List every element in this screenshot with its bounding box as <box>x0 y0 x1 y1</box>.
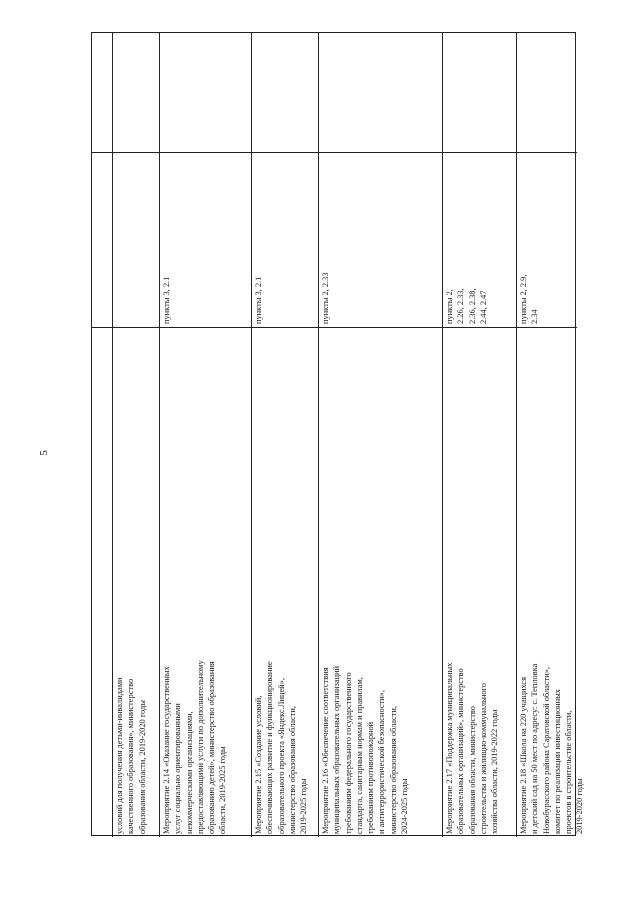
reference-points-cell: пункты 3, 2.1 <box>252 152 318 327</box>
measure-description-cell: Мероприятие 2.14 «Оказание государственных услуг социально ориентированными некоммерческими организациями, предоставляющими услуги по дополнительному образованию детей», министерство образования области, 2019-2025 годы <box>160 327 251 837</box>
reference-points-cell: пункты 2, 2.26, 2.33, 2.36, 2.38, 2.44, 2.47 <box>443 152 516 327</box>
page-number: 5 <box>38 450 50 456</box>
reference-points-cell: пункты 2, 2.33 <box>319 152 442 327</box>
empty-cell <box>517 33 577 152</box>
measure-description-cell: Мероприятие 2.16 «Обеспечение соответствия муниципальных образовательных организаций требованиям федерального государственного стандарта, санитарным нормам и правилам, требованиям противопожарной и антитеррористической безопасности», министерство образования области, 2024-2025 годы <box>319 327 442 837</box>
measure-description-cell <box>92 327 112 837</box>
empty-cell <box>92 33 112 152</box>
reference-points-cell <box>92 152 112 327</box>
table-row <box>160 33 252 837</box>
table-body <box>92 33 585 837</box>
empty-cell <box>443 33 516 152</box>
empty-cell <box>160 33 251 152</box>
table-row <box>319 33 443 837</box>
table-row <box>517 33 585 837</box>
measure-description-cell: условий для получения детьми-инвалидами качественного образования», министерство образования области, 2019-2020 годы <box>113 327 159 837</box>
table-row <box>252 33 319 837</box>
reference-points-cell <box>113 152 159 327</box>
empty-cell <box>319 33 442 152</box>
measure-description-cell: Мероприятие 2.17 «Поддержка муниципальных образовательных организаций», министерство образования области, министерство строительства и жилищно-коммунального хозяйства области, 2019-2022 годы <box>443 327 516 837</box>
measure-description-cell: Мероприятие 2.18 «Школа на 220 учащихся и детский сад на 50 мест по адресу: с. Тепловка Новобурасского района Саратовской области», комитет по реализации инвестиционных проектов в строительстве области, 2019-2020 годы <box>517 327 577 837</box>
measures-table <box>91 32 585 836</box>
reference-points-cell: пункты 3, 2.1 <box>160 152 251 327</box>
table-row <box>443 33 517 837</box>
table-row <box>92 33 113 837</box>
measure-description-cell: Мероприятие 2.15 «Создание условий, обеспечивающих развитие и функционирование образовательного проекта «Яндекс.Лицей», министерство образования области, 2019-2025 годы <box>252 327 318 837</box>
empty-cell <box>252 33 318 152</box>
table-row <box>113 33 160 837</box>
reference-points-cell: пункты 2, 2.9, 2.34 <box>517 152 577 327</box>
empty-cell <box>113 33 159 152</box>
